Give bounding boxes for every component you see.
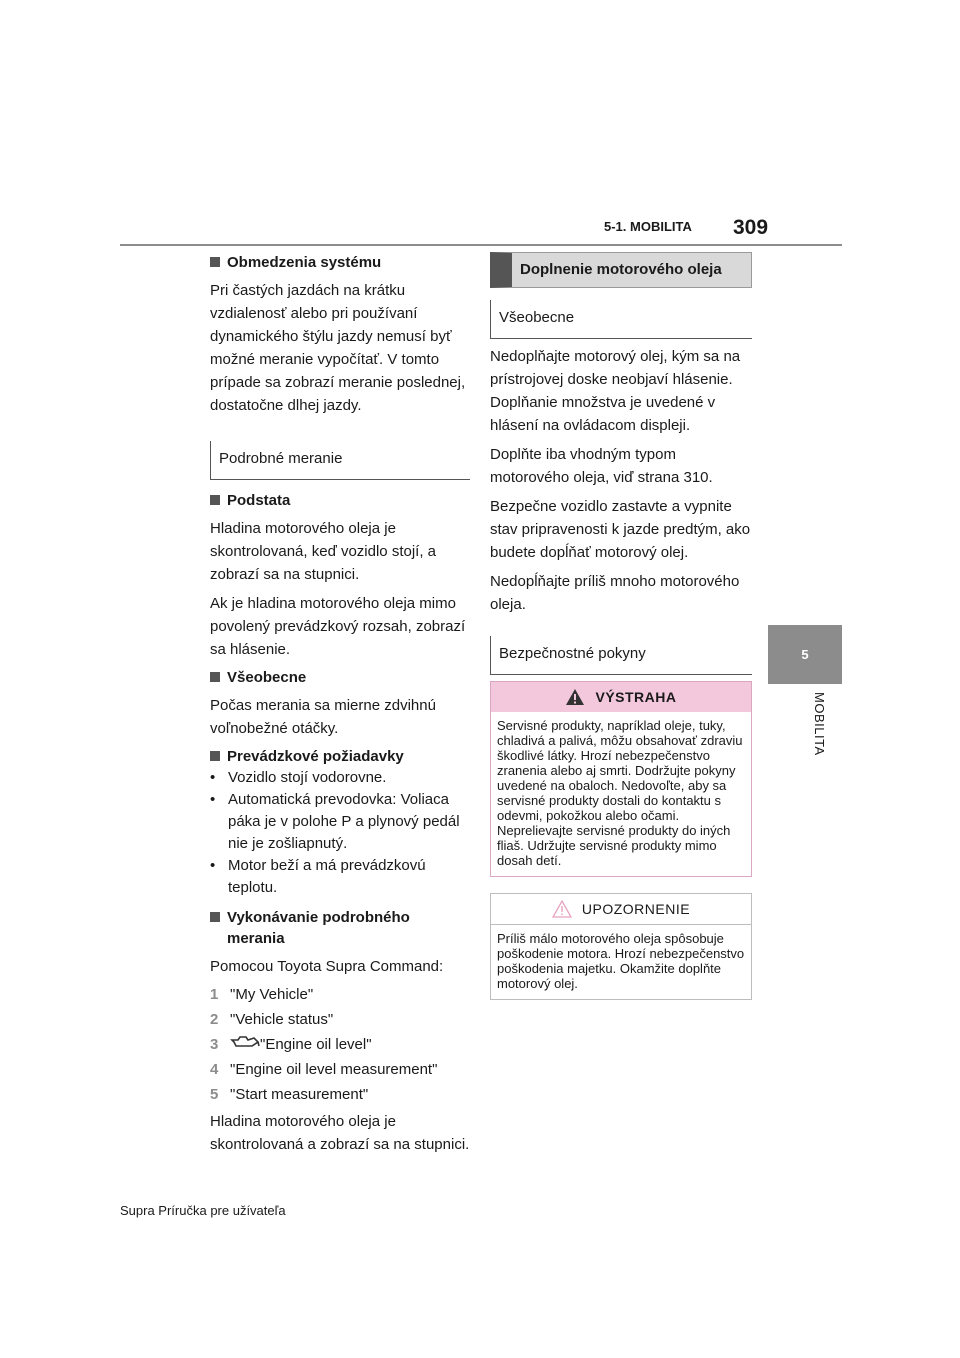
warning-text: Servisné produkty, napríklad oleje, tuky, chladivá a palivá, môžu obsahovať zdraviu škodlivé látky. Hrozí nebezpečenstvo zranenia alebo aj smrti. Dodržujte pokyny uvedené na obaloch. Nedovoľte, aby sa servisné produkty dostali do kontaktu s odevmi, pokožkou alebo očami. Neprelievajte servisné produkty do iných fliaš. Udržujte servisné produkty mimo dosah detí. (497, 718, 743, 868)
requirements-heading: Prevádzkové požiadavky (210, 746, 470, 767)
notice-header: UPOZORNENIE (491, 894, 751, 925)
system-limits-text: Pri častých jazdách na krátku vzdialenosť alebo pri používaní dynamického štýlu jazdy nemusí byť možné meranie vypočítať. V tomto prípade sa zobrazí meranie poslednej, dostatočne dlhej jazdy. (210, 282, 466, 414)
general-heading: Všeobecne (210, 667, 470, 688)
caution-triangle-icon (552, 900, 572, 918)
refill-text-4: Nedopĺňajte príliš mnoho motorového oleja. (490, 573, 740, 613)
chapter-tab (768, 625, 842, 684)
notice-box (490, 893, 752, 1000)
list-item: • Vozidlo stojí vodorovne. (210, 769, 387, 786)
square-bullet-icon (210, 257, 220, 267)
section-heading: Doplnenie motorového oleja (490, 252, 752, 288)
execution-intro: Pomocou Toyota Supra Command: (210, 958, 444, 975)
square-bullet-icon (210, 912, 220, 922)
chapter-number: 5 (801, 647, 809, 662)
square-bullet-icon (210, 495, 220, 505)
page-number: 309 (733, 216, 769, 239)
execution-heading: Vykonávanie podrobného merania (210, 907, 470, 949)
step-item: 2 "Vehicle status" (210, 1011, 334, 1028)
list-item: • Automatická prevodovka: Voliaca páka je v polohe P a plynový pedál nie je zošliapnutý. (210, 791, 460, 852)
principle-heading: Podstata (210, 490, 470, 511)
detail-measurement-tag: Podrobné meranie (210, 441, 470, 480)
step-item: 5 "Start measurement" (210, 1086, 369, 1103)
safety-tag: Bezpečnostné pokyny (490, 636, 752, 675)
step-item: 3 "Engine oil level" (210, 1036, 372, 1053)
refill-text-1: Nedoplňajte motorový olej, kým sa na prístrojovej doske neobjaví hlásenie. Doplňanie množstva je uvedené v hlásení na ovládacom displeji. (490, 348, 741, 434)
warning-box (490, 681, 752, 877)
header-divider (120, 244, 842, 246)
square-bullet-icon (210, 672, 220, 682)
general-text: Počas merania sa mierne zdvihnú voľnobežné otáčky. (210, 697, 436, 737)
refill-text-3: Bezpečne vozidlo zastavte a vypnite stav pripravenosti k jazde predtým, ako budete dopĺňať motorový olej. (490, 498, 751, 561)
step-item: 4 "Engine oil level measurement" (210, 1061, 438, 1078)
general-tag: Všeobecne (490, 300, 752, 339)
principle-text: Hladina motorového oleja je skontrolovaná, keď vozidlo stojí, a zobrazí sa na stupnici. (210, 520, 437, 583)
warning-header: VÝSTRAHA (491, 682, 751, 712)
principle-text-2: Ak je hladina motorového oleja mimo povolený prevádzkový rozsah, zobrazí sa hlásenie. (210, 595, 466, 658)
right-column (490, 252, 752, 1000)
list-item: • Motor beží a má prevádzkovú teplotu. (210, 857, 426, 896)
execution-outro: Hladina motorového oleja je skontrolovaná a zobrazí sa na stupnici. (210, 1113, 470, 1153)
chapter-title: MOBILITA (812, 692, 827, 756)
left-column (210, 252, 470, 1162)
section-title: 5-1. MOBILITA (604, 219, 692, 234)
footer-title: Supra Príručka pre užívateľa (120, 1203, 286, 1218)
refill-text-2: Doplňte iba vhodným typom motorového oleja, viď strana 310. (490, 446, 713, 486)
square-bullet-icon (210, 751, 220, 761)
warning-triangle-icon (565, 688, 585, 706)
oil-can-icon (230, 1034, 260, 1050)
step-item: 1 "My Vehicle" (210, 986, 314, 1003)
notice-text: Príliš málo motorového oleja spôsobuje poškodenie motora. Hrozí nebezpečenstvo poškodenia majetku. Okamžite doplňte motorový olej. (497, 931, 745, 991)
system-limits-heading: Obmedzenia systému (210, 252, 470, 273)
